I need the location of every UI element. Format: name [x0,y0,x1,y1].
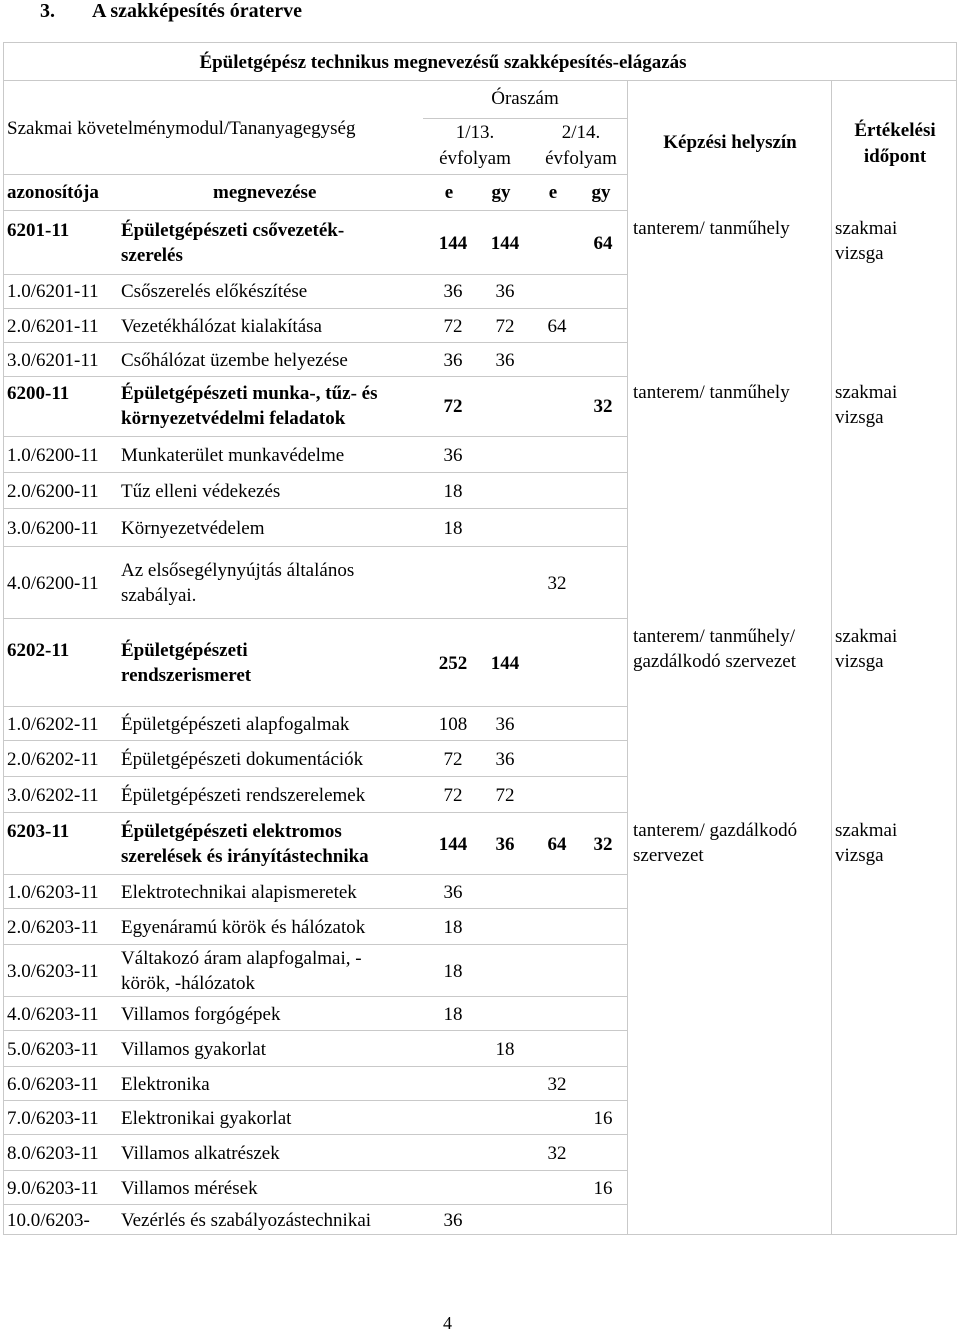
evaluation-time: vizsga [835,651,884,672]
row-name: Épületgépészeti munka-, tűz- és [121,383,378,404]
row-id: 1.0/6203-11 [7,881,99,903]
row-divider [3,472,627,473]
row-name: körök, -hálózatok [121,973,256,994]
hours-e2: 64 [547,833,567,855]
year1-label-2: évfolyam [439,148,511,169]
hours-gy2: 16 [593,1107,613,1129]
training-place: tanterem/ tanműhely [633,218,790,239]
row-name: Munkaterület munkavédelme [121,444,345,466]
row-name: Csőszerelés előkészítése [121,280,308,302]
row-id: 3.0/6203-11 [7,960,99,982]
hours-e1: 36 [443,444,463,466]
row-divider [3,546,627,547]
row-name: szabályai. [121,585,197,606]
hours-e1: 18 [443,517,463,539]
row-divider [3,812,627,813]
hours-gy1: 36 [495,833,515,855]
row-name: rendszerismeret [121,665,252,686]
hours-e2: 64 [547,315,567,337]
row-id: 3.0/6201-11 [7,349,99,371]
section-heading [40,0,302,23]
hours-gy2: 32 [593,395,613,417]
row-id: 9.0/6203-11 [7,1177,99,1199]
evaluation-time: szakmai [835,382,898,403]
row-name: Épületgépészeti rendszerelemek [121,784,366,806]
row-name: Épületgépészeti [121,640,248,661]
evaluation-time: szakmai [835,218,898,239]
row-divider [3,908,627,909]
row-id: 6203-11 [7,821,70,842]
row-id: 1.0/6201-11 [7,280,99,302]
table-divider-header-bottom [3,210,627,211]
hours-gy2: 32 [593,833,613,855]
row-name: Vezetékhálózat kialakítása [121,315,322,337]
row-id: 1.0/6202-11 [7,713,99,735]
row-id: 2.0/6201-11 [7,315,99,337]
row-divider [3,1030,627,1031]
hours-e1: 18 [443,916,463,938]
row-divider [3,436,627,437]
hours-e1: 72 [443,748,463,770]
hours-e1: 144 [438,833,468,855]
evaluation-time: vizsga [835,845,884,866]
row-id: 4.0/6203-11 [7,1003,99,1025]
hours-e1: 72 [443,315,463,337]
year1-label: 1/13. [455,122,495,143]
kepzesi-helyszin-header: Képzési helyszín [663,132,797,153]
hours-e1: 36 [443,349,463,371]
row-name: Csőhálózat üzembe helyezése [121,349,348,371]
training-place: tanterem/ gazdálkodó [633,820,798,841]
hours-gy1: 36 [495,349,515,371]
training-place: tanterem/ tanműhely [633,382,790,403]
row-divider [3,1204,627,1205]
row-name: Épületgépészeti elektromos [121,821,342,842]
megnevezese-header: megnevezése [213,182,317,203]
row-id: 6201-11 [7,220,70,241]
row-id: 7.0/6203-11 [7,1107,99,1129]
page-number: 4 [443,1313,452,1333]
e2-header: e [548,182,558,203]
hours-e1: 72 [443,395,463,417]
hours-e1: 144 [438,232,468,254]
hours-e1: 252 [438,652,468,674]
row-name: Villamos alkatrészek [121,1142,280,1164]
row-name: Épületgépészeti alapfogalmak [121,713,350,735]
e1-header: e [444,182,454,203]
row-name: szerelés [121,245,183,266]
hours-e1: 36 [443,280,463,302]
table-divider-header [3,174,627,175]
gy1-header: gy [491,182,511,203]
row-divider [3,706,627,707]
row-id: 6202-11 [7,640,70,661]
oraszam-header: Óraszám [491,88,559,109]
hours-gy1: 72 [495,315,515,337]
hours-gy2: 16 [593,1177,613,1199]
row-name: Váltakozó áram alapfogalmai, - [121,948,362,969]
hours-gy1: 36 [495,713,515,735]
row-id: 1.0/6200-11 [7,444,99,466]
row-name: Elektronikai gyakorlat [121,1107,292,1129]
row-id: 2.0/6203-11 [7,916,99,938]
row-name: Villamos gyakorlat [121,1038,267,1060]
row-name: Környezetvédelem [121,517,265,539]
row-divider [3,1066,627,1067]
ertekelesi-header: Értékelési [854,120,936,141]
row-name: Villamos mérések [121,1177,258,1199]
ertekelesi-header-2: időpont [863,146,927,167]
table-border-top [3,42,957,43]
year2-label-2: évfolyam [545,148,617,169]
hours-gy1: 36 [495,748,515,770]
hours-e2: 32 [547,1073,567,1095]
hours-e2: 32 [547,572,567,594]
hours-gy1: 36 [495,280,515,302]
row-divider [3,740,627,741]
row-name: Épületgépészeti dokumentációk [121,748,364,770]
row-id: 2.0/6200-11 [7,480,99,502]
row-id: 3.0/6200-11 [7,517,99,539]
year2-label: 2/14. [561,122,601,143]
row-divider [3,376,627,377]
table-divider-title [3,80,957,81]
module-column-header: Szakmai követelménymodul/Tananyagegység [7,118,356,139]
evaluation-time: szakmai [835,820,898,841]
row-divider [3,1100,627,1101]
hours-e1: 36 [443,1209,463,1231]
hours-e1: 18 [443,960,463,982]
evaluation-time: szakmai [835,626,898,647]
hours-gy1: 144 [490,232,520,254]
evaluation-time: vizsga [835,243,884,264]
row-name: szerelések és irányítástechnika [121,846,369,867]
row-divider [3,1234,627,1235]
row-divider [3,1134,627,1135]
row-id: 5.0/6203-11 [7,1038,99,1060]
row-name: Elektrotechnikai alapismeretek [121,881,357,903]
row-name: Villamos forgógépek [121,1003,281,1025]
table-title: Épületgépész technikus megnevezésű szakképesítés-elágazás [199,52,687,73]
row-divider [3,342,627,343]
section-title: A szakképesítés óraterve [92,0,302,22]
row-divider [3,1170,627,1171]
hours-e2: 32 [547,1142,567,1164]
row-name: Vezérlés és szabályozástechnikai [121,1209,372,1231]
row-name: Épületgépészeti csővezeték- [121,220,345,241]
azonositoja-header: azonosítója [7,182,99,203]
training-place: szervezet [633,845,704,866]
row-divider [3,776,627,777]
row-id: 6200-11 [7,383,70,404]
row-divider [3,618,627,619]
row-id: 3.0/6202-11 [7,784,99,806]
table-divider-oraszam [423,118,627,119]
row-divider [3,508,627,509]
row-id: 2.0/6202-11 [7,748,99,770]
row-divider [3,944,627,945]
row-name: Egyenáramú körök és hálózatok [121,916,366,938]
hours-e1: 72 [443,784,463,806]
hours-gy1: 18 [495,1038,515,1060]
row-name: Elektronika [121,1073,210,1095]
table-col-place [627,80,628,1235]
hours-gy2: 64 [593,232,613,254]
hours-gy1: 144 [490,652,520,674]
row-id: 6.0/6203-11 [7,1073,99,1095]
training-place: gazdálkodó szervezet [633,651,796,672]
table-border-right [956,42,957,1235]
row-divider [3,274,627,275]
row-divider [3,308,627,309]
row-name: Az elsősegélynyújtás általános [121,560,355,581]
row-divider [3,996,627,997]
hours-e1: 108 [438,713,468,735]
row-id: 4.0/6200-11 [7,572,99,594]
hours-gy1: 72 [495,784,515,806]
row-id: 10.0/6203- [7,1209,90,1231]
hours-e1: 18 [443,1003,463,1025]
training-place: tanterem/ tanműhely/ [633,626,795,647]
row-name: környezetvédelmi feladatok [121,408,346,429]
table-col-time [831,80,832,1235]
schedule-table [3,42,957,1235]
hours-e1: 18 [443,480,463,502]
table-rule-id [3,210,4,1235]
evaluation-time: vizsga [835,407,884,428]
gy2-header: gy [591,182,611,203]
row-name: Tűz elleni védekezés [121,480,281,502]
hours-e1: 36 [443,881,463,903]
row-divider [3,874,627,875]
section-number: 3. [40,0,55,22]
row-id: 8.0/6203-11 [7,1142,99,1164]
